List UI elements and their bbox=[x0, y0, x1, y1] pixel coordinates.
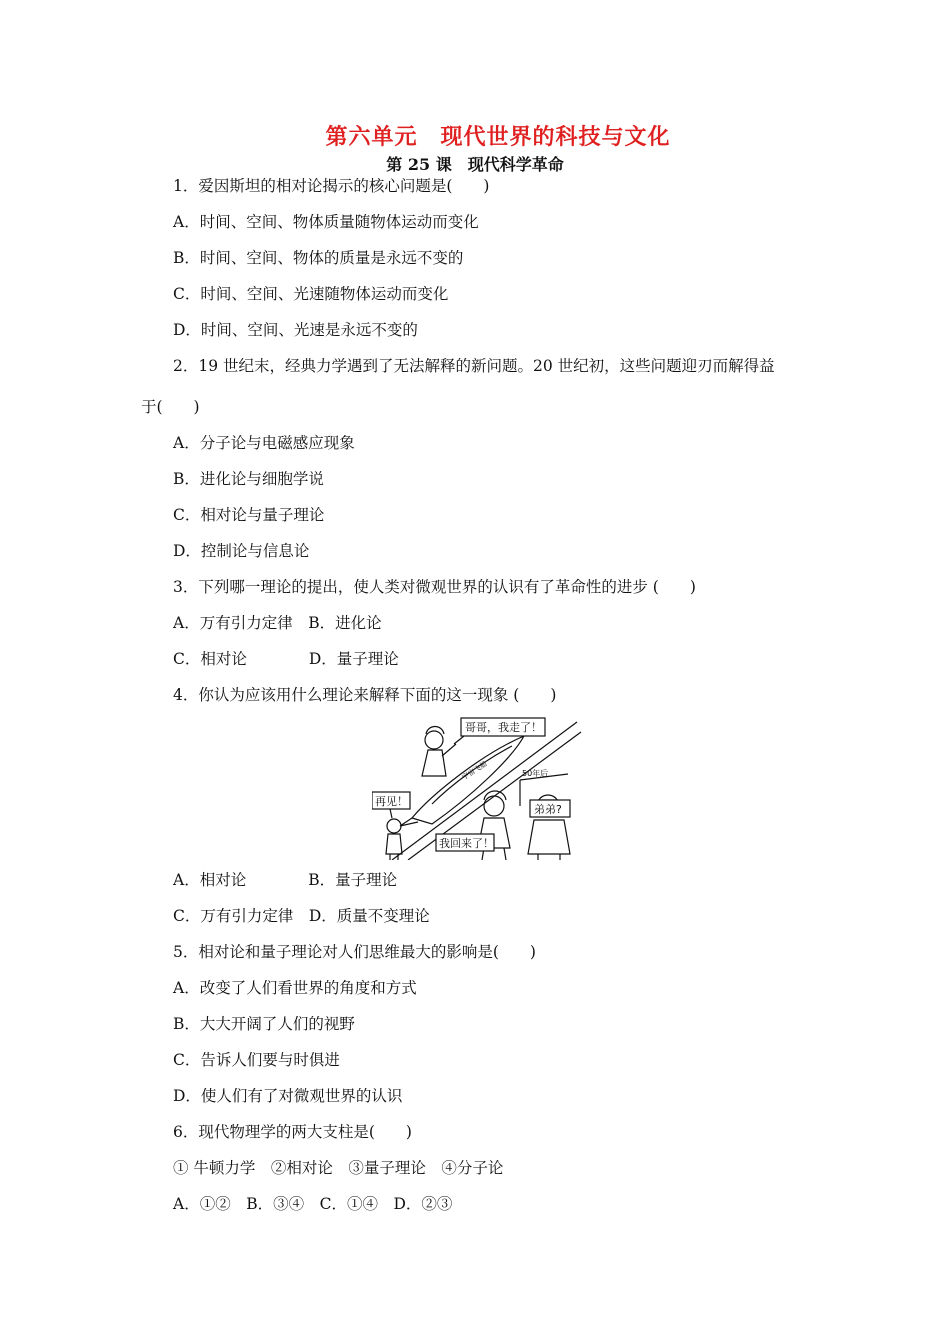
cartoon-illustration bbox=[372, 714, 582, 860]
relativity-cartoon-figure bbox=[372, 714, 582, 860]
question-1-option-d: D．时间、空间、光速是永远不变的 bbox=[173, 321, 418, 339]
question-6-options: A．①② B．③④ C．①④ D．②③ bbox=[173, 1195, 453, 1213]
question-4-options-cd: C．万有引力定律 D．质量不变理论 bbox=[173, 907, 430, 925]
question-2-option-c: C．相对论与量子理论 bbox=[173, 506, 325, 524]
bubble-3-text: 我回来了！ bbox=[439, 837, 494, 850]
unit-title: 第六单元 现代世界的科技与文化 bbox=[325, 124, 671, 150]
question-2-option-b: B．进化论与细胞学说 bbox=[173, 470, 324, 488]
astronaut-head bbox=[425, 731, 443, 749]
question-6-items: ① 牛顿力学 ②相对论 ③量子理论 ④分子论 bbox=[173, 1159, 504, 1177]
rocket-label-text: 宇宙飞船 bbox=[460, 759, 489, 782]
question-6-stem: 6．现代物理学的两大支柱是( ) bbox=[173, 1123, 412, 1141]
question-2-option-a: A．分子论与电磁感应现象 bbox=[173, 434, 355, 452]
question-2-stem-continued: 于( ) bbox=[141, 398, 200, 416]
bubble-1-text: 哥哥，我走了！ bbox=[465, 721, 542, 734]
returned-astronaut-leg-right bbox=[504, 848, 506, 860]
question-3-options-ab: A．万有引力定律 B．进化论 bbox=[173, 614, 382, 632]
returned-astronaut-head bbox=[484, 796, 504, 816]
question-1-stem: 1．爱因斯坦的相对论揭示的核心问题是( ) bbox=[173, 177, 490, 195]
astronaut-arm bbox=[442, 744, 456, 756]
question-4-options-ab: A．相对论 B．量子理论 bbox=[173, 871, 398, 889]
speech-bubble-1-tail bbox=[454, 736, 464, 744]
time-label-text: 50年后 bbox=[522, 769, 549, 778]
bubble-2-text: 再见！ bbox=[375, 795, 408, 808]
question-5-option-d: D．使人们有了对微观世界的认识 bbox=[173, 1087, 403, 1105]
question-5-option-c: C．告诉人们要与时俱进 bbox=[173, 1051, 340, 1069]
lesson-title: 第 25 课 现代科学革命 bbox=[386, 155, 564, 174]
bubble-4-text: 弟弟? bbox=[534, 803, 562, 816]
question-3-stem: 3．下列哪一理论的提出，使人类对微观世界的认识有了革命性的进步 ( ) bbox=[173, 578, 696, 596]
question-5-option-b: B．大大开阔了人们的视野 bbox=[173, 1015, 355, 1033]
child-body bbox=[386, 834, 402, 854]
question-2-stem: 2．19 世纪末，经典力学遇到了无法解释的新问题。20 世纪初，这些问题迎刃而解得益 bbox=[173, 357, 775, 375]
question-1-option-a: A．时间、空间、物体质量随物体运动而变化 bbox=[173, 213, 479, 231]
question-1-option-b: B．时间、空间、物体的质量是永远不变的 bbox=[173, 249, 464, 267]
question-5-stem: 5．相对论和量子理论对人们思维最大的影响是( ) bbox=[173, 943, 536, 961]
old-man-body bbox=[528, 820, 570, 854]
question-2-option-d: D．控制论与信息论 bbox=[173, 542, 310, 560]
question-5-option-a: A．改变了人们看世界的角度和方式 bbox=[173, 979, 417, 997]
question-4-stem: 4．你认为应该用什么理论来解释下面的这一现象 ( ) bbox=[173, 686, 557, 704]
question-3-options-cd: C．相对论 D．量子理论 bbox=[173, 650, 399, 668]
question-1-option-c: C．时间、空间、光速随物体运动而变化 bbox=[173, 285, 449, 303]
astronaut-body bbox=[422, 750, 446, 776]
speech-bubble-2-tail bbox=[390, 809, 392, 818]
child-head bbox=[387, 819, 401, 833]
